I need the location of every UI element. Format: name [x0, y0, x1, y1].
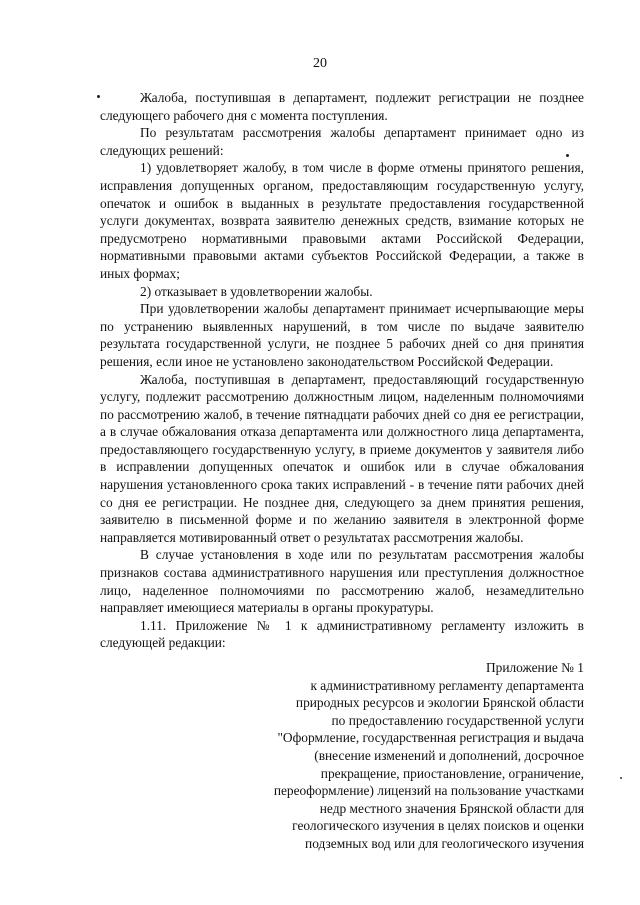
appendix-line: "Оформление, государственная регистрация и выдача	[277, 730, 584, 746]
scan-edge-mark	[620, 777, 622, 779]
paragraph-amendment-clause: 1.11. Приложение № 1 к административному регламенту изложить в следующей редакции:	[100, 617, 584, 651]
appendix-line: (внесение изменений и дополнений, досрочное	[314, 747, 584, 763]
paragraph-satisfaction-measures: При удовлетворении жалобы департамент принимает исчерпывающие меры по устранению выявленных нарушений, в том числе по выдаче заявителю результата государственной услуги, не позднее 5 рабочих дней со дня принятия решения, если иное не установлено законодательством Российской Федерации.	[100, 301, 584, 369]
paragraph-prosecution: В случае установления в ходе или по результатам рассмотрения жалобы признаков состава административного нарушения или преступления должностное лицо, наделенное полномочиями по рассмотрению жалоб, незамедлительно направляет имеющиеся материалы в органы прокуратуры.	[100, 547, 584, 616]
page-number: 20	[313, 56, 327, 71]
document-body	[100, 89, 584, 652]
appendix-heading: Приложение № 1	[485, 660, 584, 675]
scan-speck	[566, 154, 569, 157]
paragraph-decision-refuse: 2) отказывает в удовлетворении жалобы.	[140, 283, 373, 299]
appendix-line: природных ресурсов и экологии Брянской области	[295, 695, 584, 711]
appendix-line: подземных вод или для геологического изучения	[305, 835, 584, 851]
paragraph-complaint-registration: Жалоба, поступившая в департамент, подлежит регистрации не позднее следующего рабочего дня с момента поступления.	[100, 90, 584, 123]
paragraph-decisions-intro: По результатам рассмотрения жалобы департамент принимает одно из следующих решений:	[100, 125, 584, 158]
paragraph-review-terms: Жалоба, поступившая в департамент, предоставляющий государственную услугу, подлежит рассмотрению должностным лицом, наделенным полномочиями по рассмотрению жалоб, в течение пятнадцати рабочих дней со дня ее регистрации, а в случае обжалования отказа департамента или должностного лица департамента, предоставляющего государственную услугу, в приеме документов у заявителя либо в исправлении допущенных опечаток и ошибок или в случае обжалования нарушения установленного срока таких исправлений - в течение пяти рабочих дней со дня ее регистрации. Не позднее дня, следующего за днем принятия решения, заявителю в письменной форме и по желанию заявителя в электронной форме направляется мотивированный ответ о результатах рассмотрения жалобы.	[100, 371, 584, 545]
scan-speck	[97, 95, 100, 98]
appendix-line: переоформление) лицензий на пользование участками	[273, 783, 584, 799]
appendix-block	[230, 659, 584, 853]
appendix-line: геологического изучения в целях поисков и оценки	[292, 818, 584, 834]
appendix-line: к административному регламенту департамента	[310, 677, 584, 693]
paragraph-decision-satisfy: 1) удовлетворяет жалобу, в том числе в форме отмены принятого решения, исправления допущенных органом, предоставляющим государственную услугу, опечаток и ошибок в выданных в результате предоставления государственной услуги документах, возврата заявителю денежных средств, взимание которых не предусмотрено нормативными правовыми актами Российской Федерации, нормативными правовыми актами субъектов Российской Федерации, а также в иных формах;	[100, 160, 584, 281]
appendix-line: прекращение, приостановление, ограничение,	[320, 765, 584, 781]
appendix-line: недр местного значения Брянской области для	[319, 800, 584, 816]
appendix-line: по предоставлению государственной услуги	[331, 712, 584, 728]
